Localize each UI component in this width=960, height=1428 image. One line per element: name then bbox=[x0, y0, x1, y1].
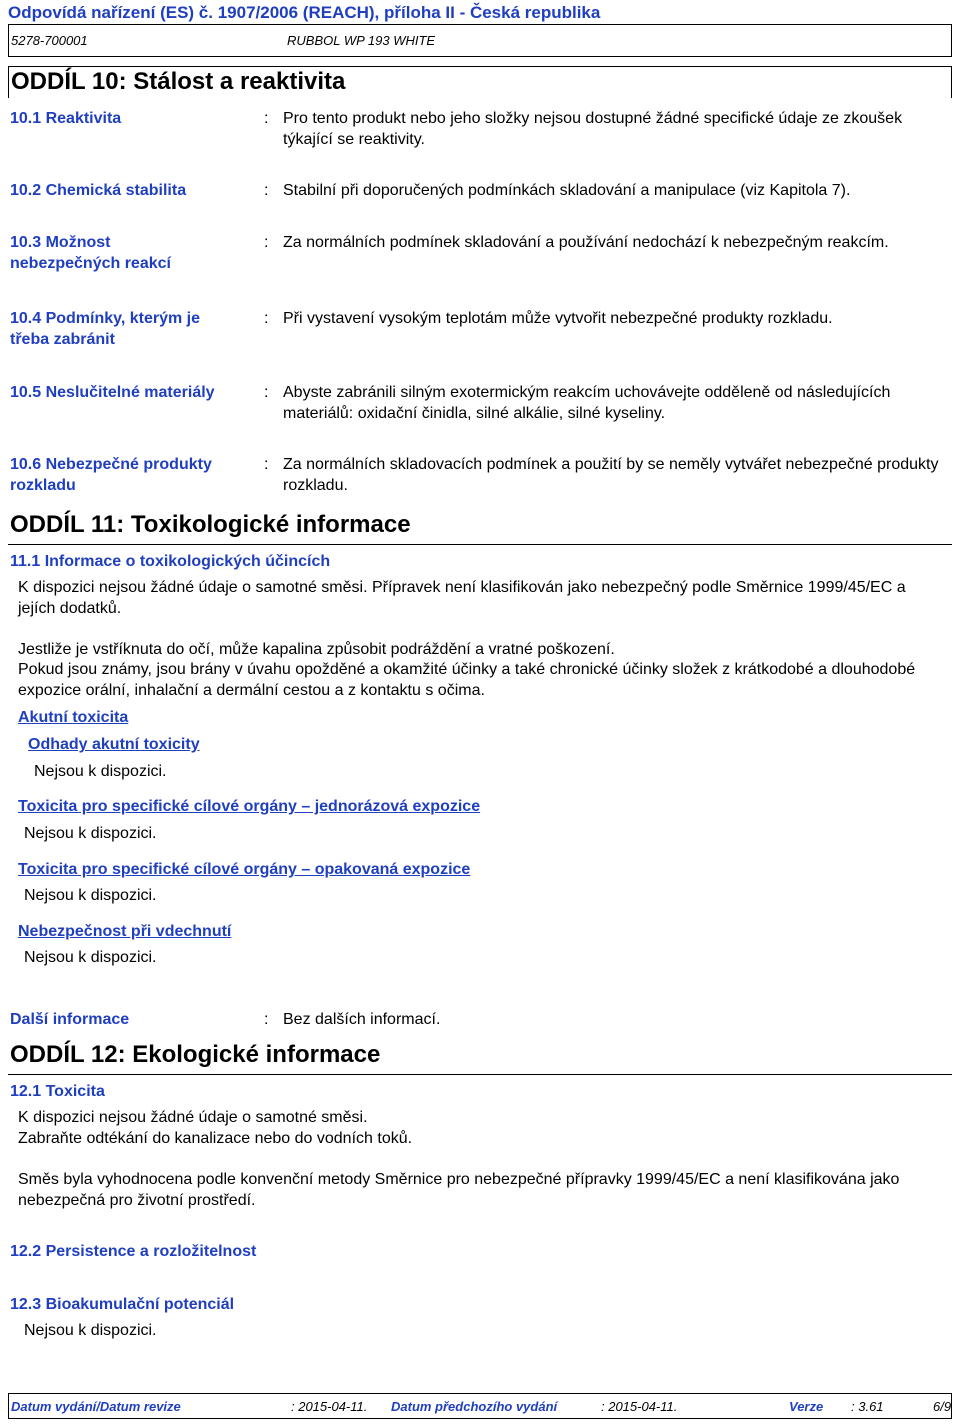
value-10-4: Při vystavení vysokým teplotám může vytvořit nebezpečné produkty rozkladu. bbox=[283, 310, 833, 327]
page-number: 6/9 bbox=[933, 1399, 952, 1414]
label-10-3: 10.3 Možnost nebezpečných reakcí bbox=[10, 234, 171, 272]
section-12-title: ODDÍL 12: Ekologické informace bbox=[8, 1038, 952, 1075]
acute-toxicity-heading: Akutní toxicita bbox=[18, 709, 129, 726]
product-box bbox=[8, 24, 952, 57]
colon: : bbox=[264, 310, 269, 327]
paragraph-12-3: Směs byla vyhodnocena podle konvenční metody Směrnice pro nebezpečné přípravky 1999/45/EC a není klasifikována jako nebezpečná pro životní prostředí. bbox=[18, 1171, 900, 1209]
label-other-info: Další informace bbox=[10, 1011, 130, 1028]
label-10-4: 10.4 Podmínky, kterým je třeba zabránit bbox=[10, 310, 201, 348]
not-available-text: Nejsou k dispozici. bbox=[24, 825, 157, 842]
value-10-6: Za normálních skladovacích podmínek a použití by se neměly vytvářet nebezpečné produkty rozkladu. bbox=[283, 456, 939, 494]
not-available-text: Nejsou k dispozici. bbox=[34, 763, 167, 780]
paragraph-12-2: Zabraňte odtékání do kanalizace nebo do vodních toků. bbox=[18, 1130, 413, 1147]
label-10-6: 10.6 Nebezpečné produkty rozkladu bbox=[10, 456, 212, 494]
stot-single-heading: Toxicita pro specifické cílové orgány – jednorázová expozice bbox=[18, 798, 481, 815]
acute-toxicity-estimates-heading: Odhady akutní toxicity bbox=[28, 736, 200, 753]
paragraph-11-2: Jestliže je vstříknuta do očí, může kapalina způsobit podráždění a vratné poškození. bbox=[18, 641, 615, 658]
colon: : bbox=[264, 384, 269, 401]
subsection-12-2: 12.2 Persistence a rozložitelnost bbox=[10, 1243, 257, 1260]
value-other-info: Bez dalších informací. bbox=[283, 1011, 441, 1028]
label-10-1: 10.1 Reaktivita bbox=[10, 110, 122, 127]
label-10-5: 10.5 Neslučitelné materiály bbox=[10, 384, 215, 401]
not-available-text: Nejsou k dispozici. bbox=[24, 949, 157, 966]
section-10-title: ODDÍL 10: Stálost a reaktivita bbox=[8, 66, 952, 98]
paragraph-11-1: K dispozici nejsou žádné údaje o samotné směsi. Přípravek není klasifikován jako nebezpečný podle Směrnice 1999/45/EC a jejích dodatků. bbox=[18, 579, 906, 617]
version-value: : 3.61 bbox=[851, 1399, 884, 1414]
section-11-title: ODDÍL 11: Toxikologické informace bbox=[8, 508, 952, 545]
value-10-2: Stabilní při doporučených podmínkách skladování a manipulace (viz Kapitola 7). bbox=[283, 182, 851, 199]
value-10-3: Za normálních podmínek skladování a používání nedochází k nebezpečným reakcím. bbox=[283, 234, 889, 251]
subsection-12-1: 12.1 Toxicita bbox=[10, 1083, 105, 1100]
label-10-2: 10.2 Chemická stabilita bbox=[10, 182, 187, 199]
section-10-body bbox=[8, 98, 952, 498]
document-footer bbox=[8, 1393, 952, 1419]
colon: : bbox=[264, 1011, 269, 1028]
subsection-11-1: 11.1 Informace o toxikologických účincích bbox=[10, 553, 331, 570]
previous-issue-label: Datum předchozího vydání bbox=[391, 1399, 558, 1414]
aspiration-hazard-heading: Nebezpečnost při vdechnutí bbox=[18, 923, 232, 940]
previous-issue-value: : 2015-04-11. bbox=[601, 1399, 678, 1414]
stot-repeat-heading: Toxicita pro specifické cílové orgány – opakovaná expozice bbox=[18, 861, 471, 878]
paragraph-11-3: Pokud jsou známy, jsou brány v úvahu opožděné a okamžité účinky a také chronické účinky složek z krátkodobé a dlouhodobé expozice orální, inhalační a dermální cestou a z kontaktu s očima. bbox=[18, 661, 916, 699]
document-header bbox=[8, 2, 952, 57]
not-available-text: Nejsou k dispozici. bbox=[24, 887, 157, 904]
regulation-line: Odpovídá nařízení (ES) č. 1907/2006 (REACH), příloha II - Česká republika bbox=[8, 3, 601, 22]
product-name: RUBBOL WP 193 WHITE bbox=[287, 33, 436, 48]
colon: : bbox=[264, 234, 269, 251]
issue-date-value: : 2015-04-11. bbox=[291, 1399, 368, 1414]
subsection-12-3: 12.3 Bioakumulační potenciál bbox=[10, 1296, 235, 1313]
colon: : bbox=[264, 182, 269, 199]
value-10-5: Abyste zabránili silným exotermickým reakcím uchovávejte odděleně od následujících materiálů: oxidační činidla, silné alkálie, silné kyseliny. bbox=[283, 384, 891, 422]
not-available-text: Nejsou k dispozici. bbox=[24, 1322, 157, 1339]
paragraph-12-1: K dispozici nejsou žádné údaje o samotné směsi. bbox=[18, 1109, 368, 1126]
value-10-1: Pro tento produkt nebo jeho složky nejsou dostupné žádné specifické údaje ze zkoušek týkající se reaktivity. bbox=[283, 110, 903, 148]
product-code: 5278-700001 bbox=[11, 33, 88, 48]
colon: : bbox=[264, 456, 269, 473]
issue-date-label: Datum vydání/Datum revize bbox=[11, 1399, 181, 1414]
colon: : bbox=[264, 110, 269, 127]
version-label: Verze bbox=[789, 1399, 824, 1414]
